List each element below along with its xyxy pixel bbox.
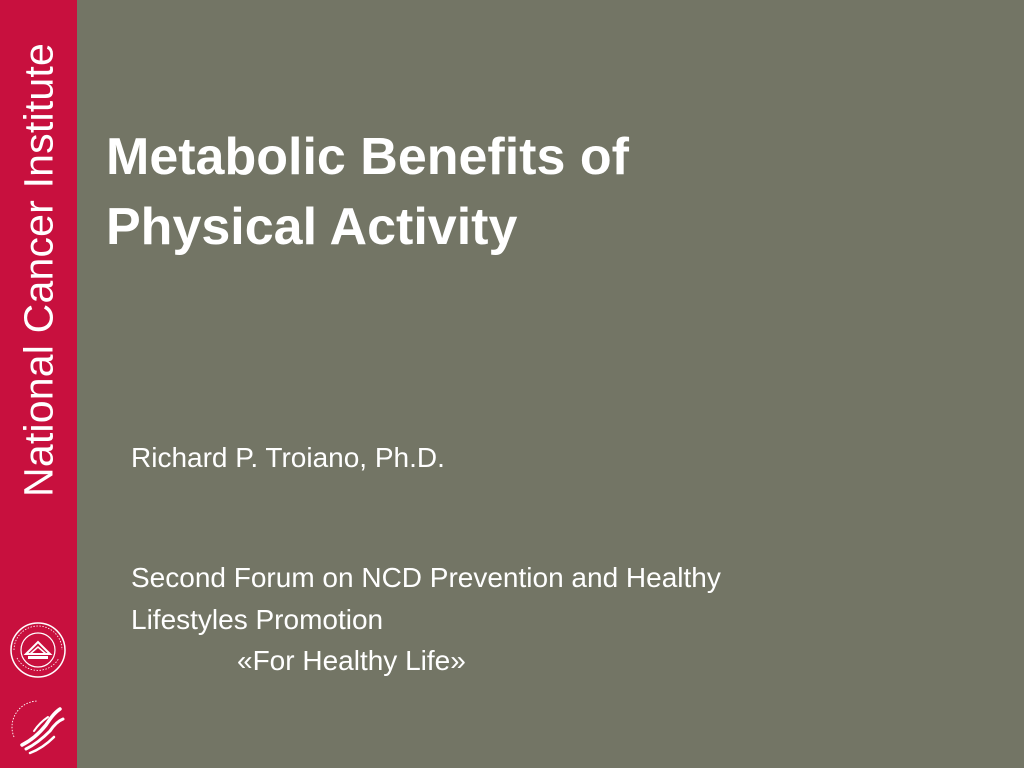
title-line-1: Metabolic Benefits of	[106, 128, 629, 186]
forum-name-line-1: Second Forum on NCD Prevention and Healthy	[131, 562, 721, 593]
title-line-2: Physical Activity	[106, 198, 518, 256]
author-name: Richard P. Troiano, Ph.D.	[131, 442, 445, 473]
slide-title	[106, 122, 806, 262]
forum-motto: «For Healthy Life»	[237, 645, 466, 676]
sidebar-band	[0, 0, 77, 768]
nci-logo-text: National Cancer Institute	[15, 43, 62, 497]
hhs-eagle-seal-icon	[8, 695, 68, 755]
forum-name-line-2: Lifestyles Promotion	[131, 604, 384, 635]
nih-seal-icon	[8, 620, 68, 680]
